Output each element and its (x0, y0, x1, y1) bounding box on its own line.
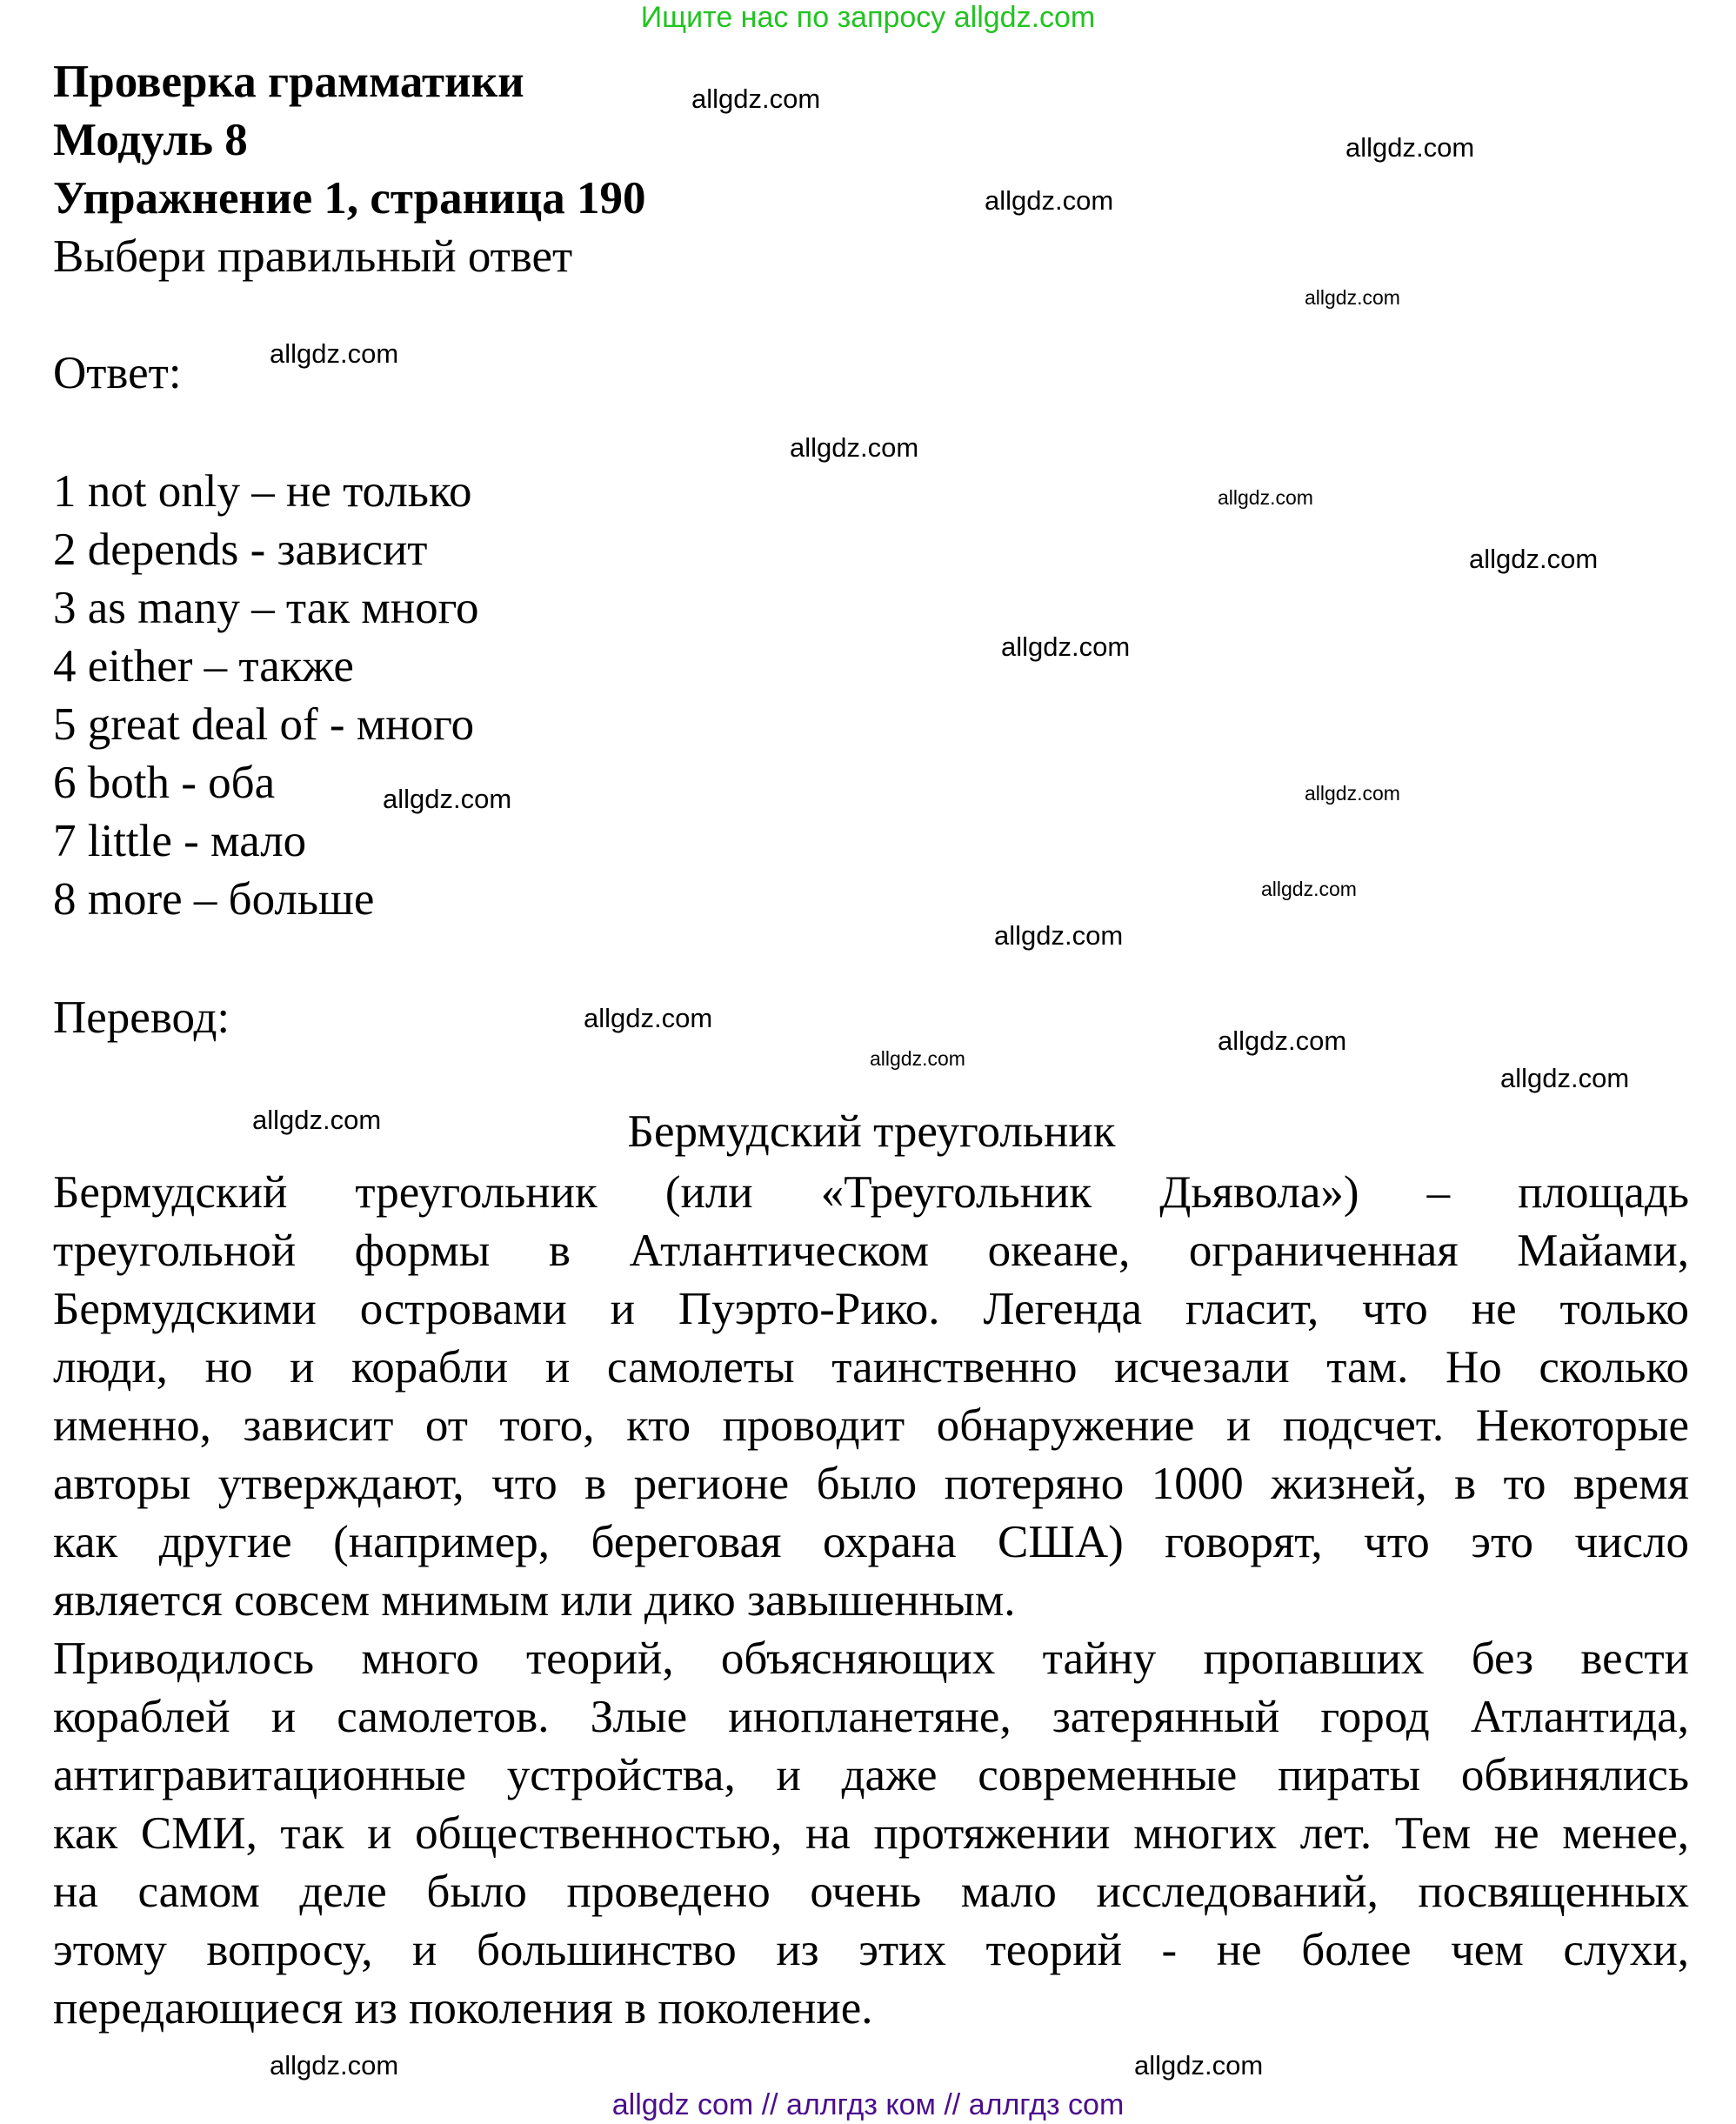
watermark: allgdz.com (270, 2050, 399, 2081)
answer-item: 2 depends - зависит (53, 524, 428, 575)
paragraph-line: как СМИ, так и общественностью, на протяжении многих лет. Тем не менее, (53, 1808, 1689, 1859)
paragraph-line: Бермудскими островами и Пуэрто-Рико. Легенда гласит, что не только (53, 1284, 1689, 1334)
header-banner: Ищите нас по запросу allgdz.com (640, 1, 1096, 34)
paragraph-1 (53, 1164, 1689, 1630)
page-title: Проверка грамматики (53, 57, 524, 107)
paragraph-line: авторы утверждают, что в регионе было потеряно 1000 жизней, в то время (53, 1459, 1689, 1509)
paragraph-line: как другие (например, береговая охрана США) говорят, что это число (53, 1517, 1689, 1567)
paragraph-line: является совсем мнимым или дико завышенным. (53, 1575, 1016, 1626)
answer-item: 3 as many – так много (53, 583, 479, 633)
watermark: allgdz.com (1001, 631, 1131, 662)
watermark: allgdz.com (383, 784, 512, 814)
answer-label: Ответ: (53, 348, 182, 398)
module-heading: Модуль 8 (53, 115, 248, 165)
paragraph-line: треугольной формы в Атлантическом океане, ограниченная Майами, (53, 1226, 1689, 1276)
answer-item: 1 not only – не только (53, 466, 472, 517)
exercise-heading: Упражнение 1, страница 190 (53, 173, 646, 224)
watermark: allgdz.com (691, 83, 821, 114)
footer-banner: allgdz com // аллгдз ком // аллгдз com (611, 2088, 1125, 2121)
watermark: allgdz.com (1305, 782, 1400, 805)
answer-item: 8 more – больше (53, 874, 375, 925)
watermark: allgdz.com (584, 1003, 713, 1033)
answer-item: 7 little - мало (53, 816, 307, 866)
paragraph-line: Приводилось много теорий, объясняющих тайну пропавших без вести (53, 1633, 1689, 1684)
paragraph-line: на самом деле было проведено очень мало исследований, посвященных (53, 1867, 1689, 1917)
answer-item: 6 both - оба (53, 758, 276, 808)
answer-item: 5 great deal of - много (53, 699, 475, 750)
watermark: allgdz.com (985, 185, 1114, 216)
watermark: allgdz.com (270, 338, 399, 369)
watermark: allgdz.com (1261, 878, 1357, 900)
paragraph-2 (53, 1630, 1689, 2038)
watermark: allgdz.com (1134, 2050, 1264, 2081)
answer-item: 4 either – также (53, 641, 354, 691)
watermark: allgdz.com (1500, 1063, 1630, 1093)
paragraph-line: антигравитационные устройства, и даже современные пираты обвинялись (53, 1750, 1689, 1800)
watermark: allgdz.com (252, 1105, 382, 1135)
paragraph-line: люди, но и корабли и самолеты таинственно исчезали там. Но сколько (53, 1342, 1689, 1393)
watermark: allgdz.com (1218, 1025, 1347, 1056)
paragraph-line: передающиеся из поколения в поколение. (53, 1983, 873, 2034)
watermark: allgdz.com (790, 432, 919, 463)
watermark: allgdz.com (994, 920, 1124, 951)
paragraph-line: этому вопросу, и большинство из этих теорий - не более чем слухи, (53, 1925, 1689, 1975)
watermark: allgdz.com (870, 1047, 965, 1070)
watermark: allgdz.com (1469, 544, 1599, 574)
translation-text (53, 1164, 1689, 2038)
watermark: allgdz.com (1305, 286, 1400, 309)
task-text: Выбери правильный ответ (53, 231, 573, 282)
paragraph-line: кораблей и самолетов. Злые инопланетяне, затерянный город Атлантида, (53, 1692, 1689, 1742)
watermark: allgdz.com (1218, 486, 1313, 509)
watermark: allgdz.com (1345, 132, 1475, 163)
translation-label: Перевод: (53, 992, 230, 1043)
paragraph-line: Бермудский треугольник (или «Треугольник Дьявола») – площадь (53, 1167, 1689, 1218)
text-title: Бермудский треугольник (627, 1106, 1116, 1157)
paragraph-line: именно, зависит от того, кто проводит обнаружение и подсчет. Некоторые (53, 1400, 1689, 1451)
